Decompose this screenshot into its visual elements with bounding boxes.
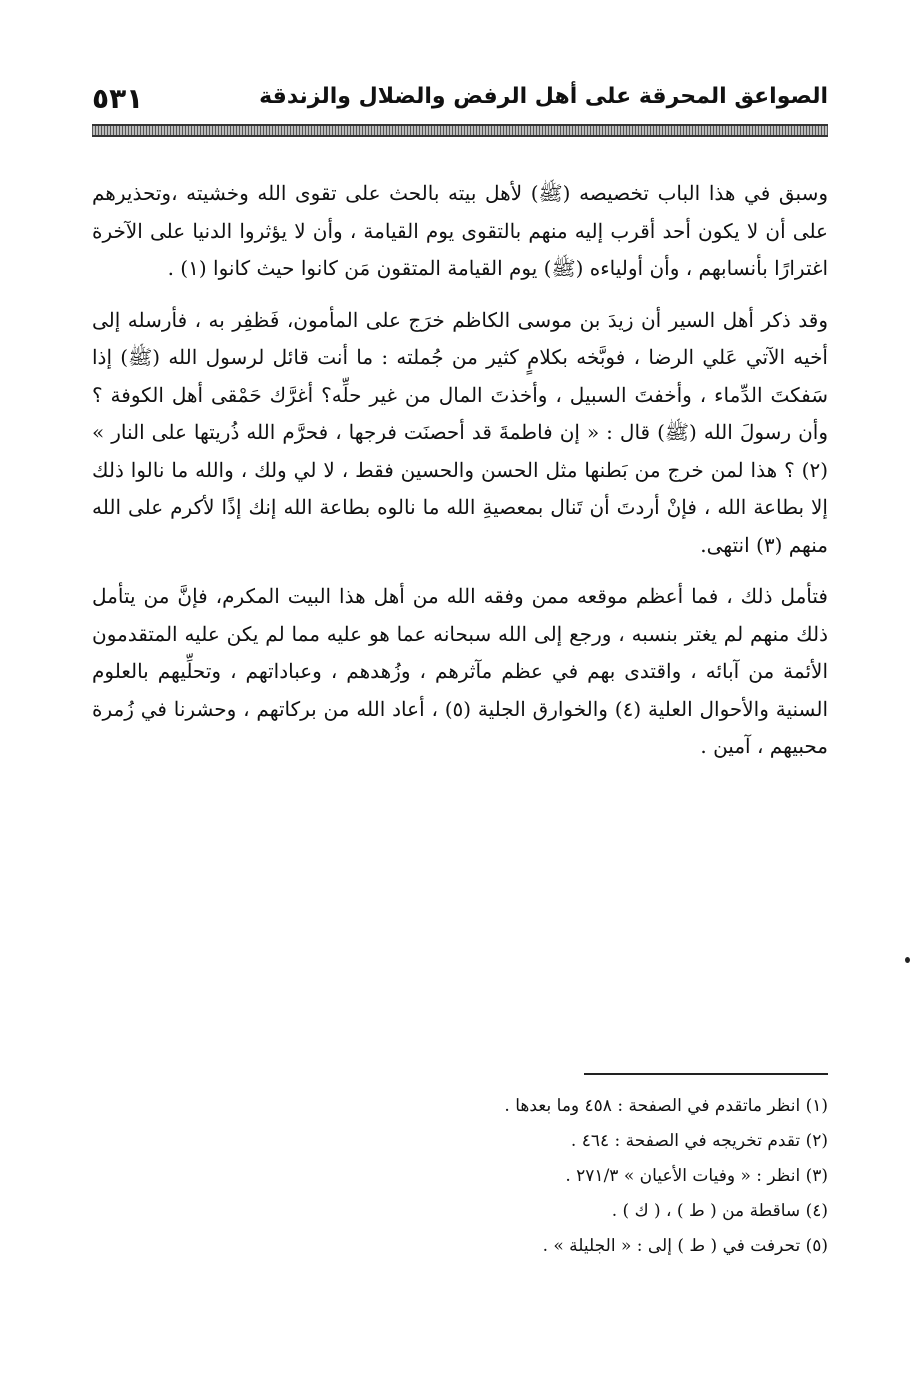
paragraph-1: وسبق في هذا الباب تخصيصه (ﷺ) لأهل بيته بالحث على تقوى الله وخشيته ،وتحذيرهم على أن لا يكون أحد أقرب إليه منهم بالتقوى يوم القيامة ، وأن لا يؤثروا الدنيا على الآخرة اغترارًا بأنسابهم ، وأن أولياءه (ﷺ) يوم القيامة المتقون مَن كانوا حيث كانوا (١) . xyxy=(92,181,828,280)
main-text xyxy=(92,175,828,766)
footnote-2: (٢) تقدم تخريجه في الصفحة : ٤٦٤ . xyxy=(570,1131,828,1151)
footnote-1: (١) انظر ماتقدم في الصفحة : ٤٥٨ وما بعدها . xyxy=(504,1096,828,1116)
paragraph-2: وقد ذكر أهل السير أن زيدَ بن موسى الكاظم خرَج على المأمون، فَظفِر به ، فأرسله إلى أخيه الآتي عَلي الرضا ، فوبَّخه بكلامٍ كثير من جُملته : ما أنت قائل لرسول الله (ﷺ) إذا سَفكتَ الدِّماء ، وأخفتَ السبيل ، وأخذتَ المال من غير حلِّه؟ أغرَّك حَمْقى أهل الكوفة ؟ وأن رسولَ الله (ﷺ) قال : « إن فاطمةَ قد أحصنَت فرجها ، فحرَّم الله ذُريتها على النار » (٢) ؟ هذا لمن خرج من بَطنها مثل الحسن والحسين فقط ، لا لي ولك ، والله ما نالوا ذلك إلا بطاعة الله ، فإنْ أردتَ أن تَنال بمعصيةِ الله ما نالوه بطاعة الله إنك إذًا لأكرم على الله منهم (٣) انتهى. xyxy=(92,307,829,557)
running-title: الصواعق المحرقة على أهل الرفض والضلال والزندقة xyxy=(259,84,828,109)
footnote-3: (٣) انظر : « وفيات الأعيان » ٢٧١/٣ . xyxy=(565,1166,828,1186)
page-number: ٥٣١ xyxy=(92,82,144,115)
header-divider xyxy=(92,124,828,137)
footnotes xyxy=(92,1089,828,1264)
page-header xyxy=(92,82,828,122)
footnote-5: (٥) تحرفت في ( ط ) إلى : « الجليلة » . xyxy=(542,1236,828,1256)
margin-mark xyxy=(905,957,910,963)
footnote-4: (٤) ساقطة من ( ط ) ، ( ك ) . xyxy=(611,1201,828,1221)
footnote-divider xyxy=(584,1073,828,1075)
paragraph-3: فتأمل ذلك ، فما أعظم موقعه ممن وفقه الله من أهل هذا البيت المكرم، فإنَّ من يتأمل ذلك منهم لم يغتر بنسبه ، ورجع إلى الله سبحانه عما هو عليه مما لم يكن عليه المتقدمون الأئمة من آبائه ، واقتدى بهم في عظم مآثرهم ، وزُهدهم ، وعباداتهم ، وتحلِّيهم بالعلوم السنية والأحوال العلية (٤) والخوارق الجلية (٥) ، أعاد الله من بركاتهم ، وحشرنا في زُمرة محبيهم ، آمين . xyxy=(92,584,829,758)
